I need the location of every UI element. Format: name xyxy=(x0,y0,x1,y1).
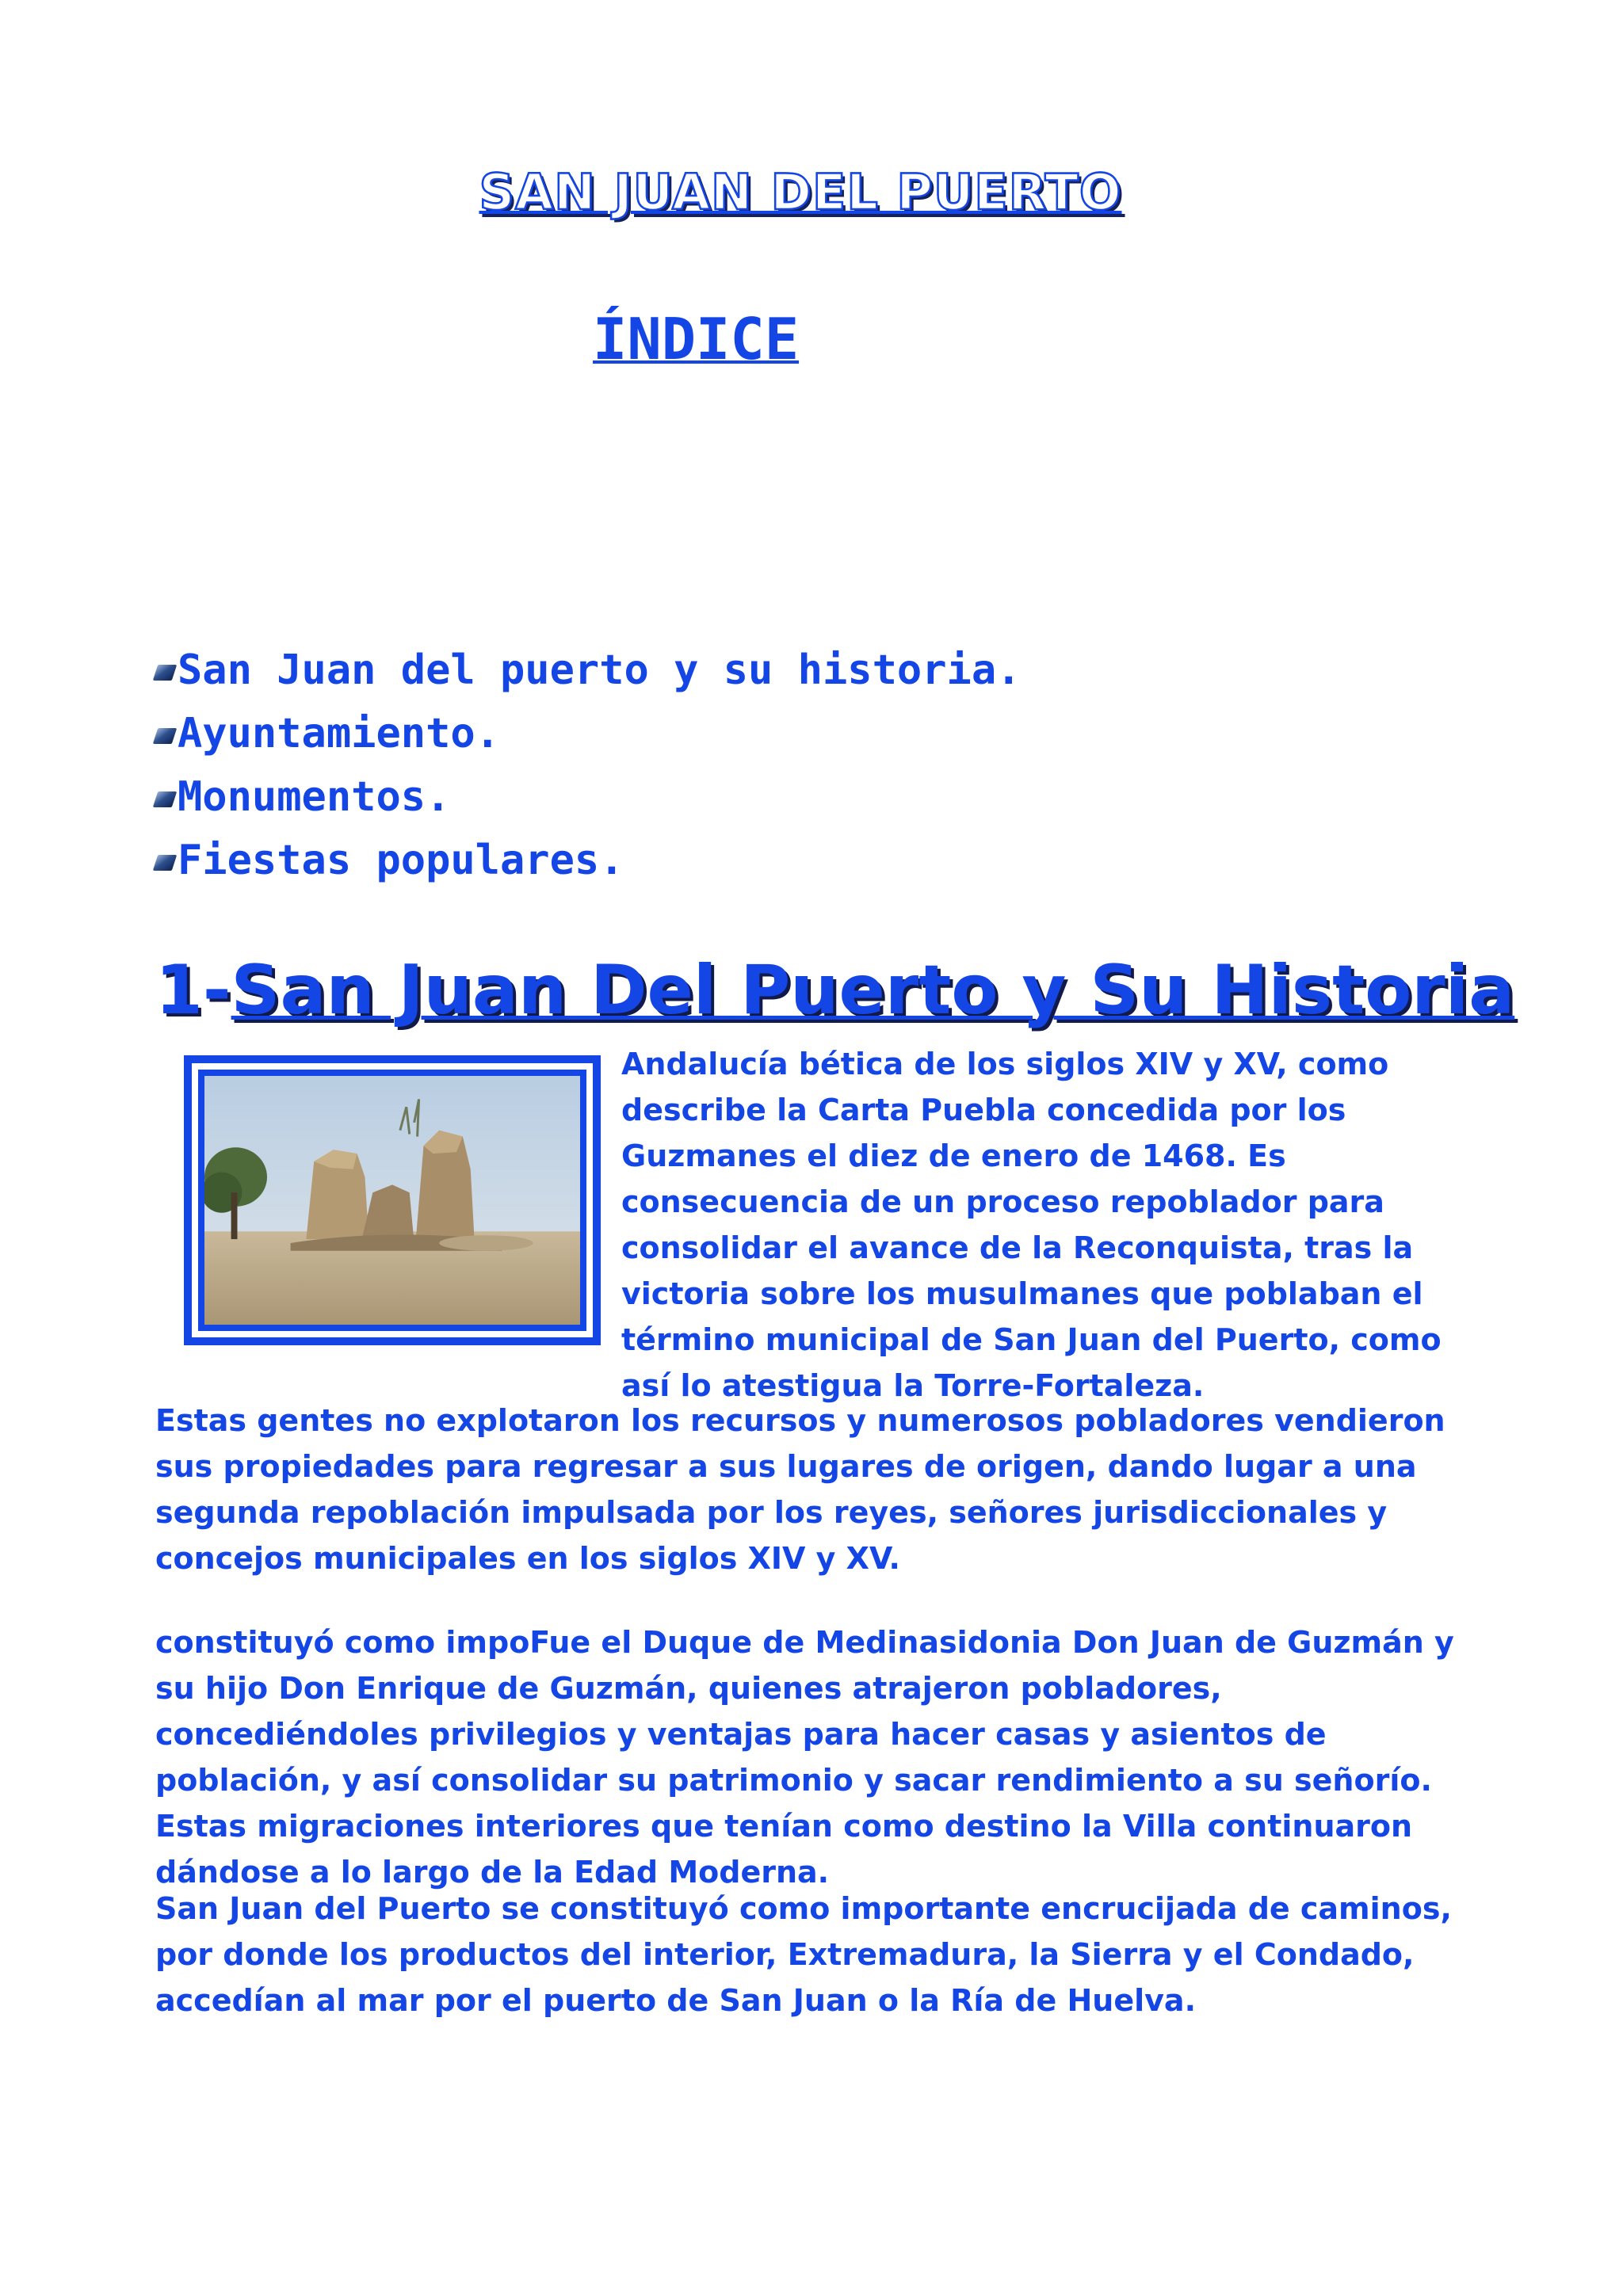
index-list xyxy=(155,639,1021,892)
photo-frame xyxy=(184,1055,601,1345)
bullet-square-icon xyxy=(153,855,177,871)
index-item-monuments xyxy=(155,765,1021,829)
section-number: 1- xyxy=(155,951,231,1030)
index-item-history xyxy=(155,639,1021,702)
index-item-festivals xyxy=(155,829,1021,892)
bullet-square-icon xyxy=(153,665,177,681)
section-title: San Juan Del Puerto y Su Historia xyxy=(231,951,1515,1030)
ruins-illustration xyxy=(204,1076,580,1325)
index-item-label: Monumentos. xyxy=(178,773,451,821)
section-heading xyxy=(155,951,1514,1030)
document-title: SAN JUAN DEL PUERTO xyxy=(479,163,1122,221)
ruins-photo xyxy=(204,1076,580,1325)
paragraph-crossroads: San Juan del Puerto se constituyó como importante encrucijada de caminos, por donde los productos del interior, Extremadura, la Sierra y el Condado, accedían al mar por el puerto de San Juan o la Ría de Huelva. xyxy=(155,1891,1452,2018)
photo-frame-inner xyxy=(192,1063,593,1337)
index-item-town-hall xyxy=(155,702,1021,765)
paragraph-intro: Andalucía bética de los siglos XIV y XV, como describe la Carta Puebla concedida por los Guzmanes el diez de enero de 1468. Es consecuencia de un proceso repoblador para consolidar el avance de la Reconquista, tras la victoria sobre los musulmanes que poblaban el término municipal de San Juan del Puerto, como así lo atestigua la Torre-Fortaleza. xyxy=(621,1047,1442,1403)
paragraph-duke: constituyó como impoFue el Duque de Medinasidonia Don Juan de Guzmán y su hijo Don Enrique de Guzmán, quienes atrajeron pobladores, concediéndoles privilegios y ventajas para hacer casas y asientos de población, y así consolidar su patrimonio y sacar rendimiento a su señorío. Estas migraciones interiores que tenían como destino la Villa continuaron dándose a lo largo de la Edad Moderna. xyxy=(155,1625,1454,1890)
index-item-label: Fiestas populares. xyxy=(178,837,624,884)
photo-frame-border xyxy=(198,1070,586,1331)
index-item-label: San Juan del puerto y su historia. xyxy=(178,646,1022,694)
index-heading: ÍNDICE xyxy=(593,306,800,372)
paragraph-resettlement: Estas gentes no explotaron los recursos y numerosos pobladores vendieron sus propiedades para regresar a sus lugares de origen, dando lugar a una segunda repoblación impulsada por los reyes, señores jurisdiccionales y concejos municipales en los siglos XIV y XV. xyxy=(155,1403,1445,1576)
bullet-square-icon xyxy=(153,728,177,744)
bullet-square-icon xyxy=(153,791,177,807)
index-item-label: Ayuntamiento. xyxy=(178,710,500,757)
